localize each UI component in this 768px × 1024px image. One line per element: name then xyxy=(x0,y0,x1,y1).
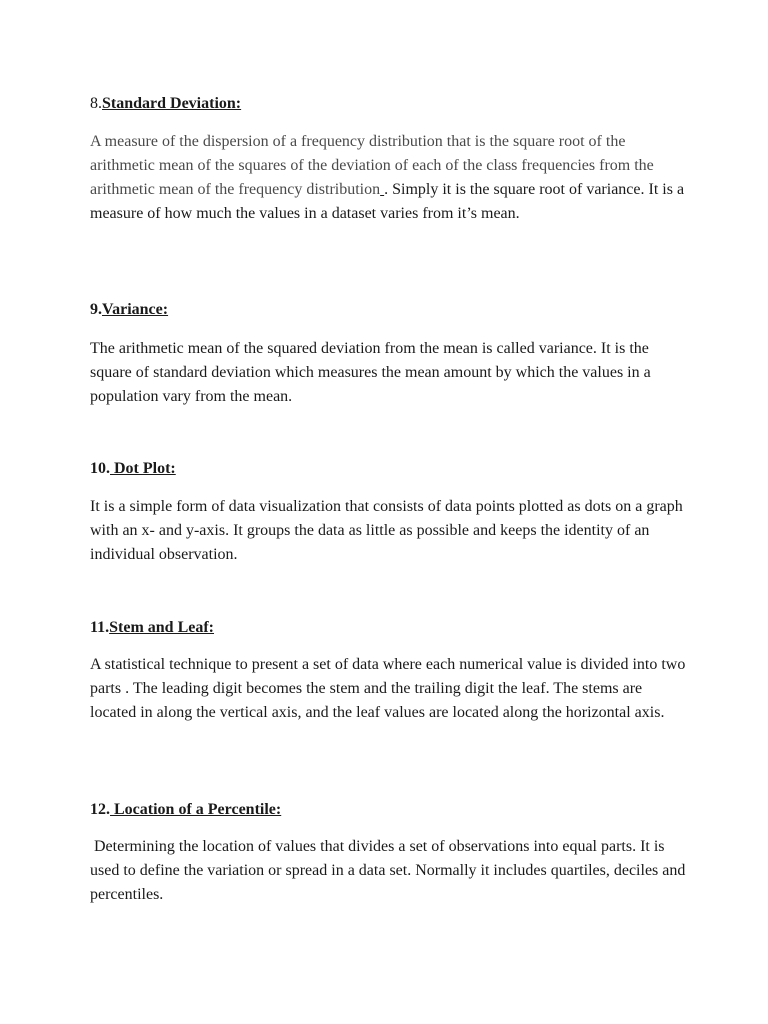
section-title: Variance: xyxy=(102,301,169,318)
section-number: 12. xyxy=(90,801,110,818)
section-title: Location of a Percentile: xyxy=(110,801,282,818)
section-location-of-percentile xyxy=(90,800,690,907)
section-title: Standard Deviation: xyxy=(102,95,242,112)
section-number: 9. xyxy=(90,301,102,318)
section-paragraph: It is a simple form of data visualization that consists of data points plotted as dots on a graph with an x- and y-axis. It groups the data as little as possible and keeps the identity of an individual observation. xyxy=(90,498,683,563)
section-title: Dot Plot: xyxy=(110,460,176,477)
section-number: 8. xyxy=(90,95,102,112)
section-heading xyxy=(90,94,690,114)
section-stem-and-leaf xyxy=(90,618,690,725)
paragraph-rest: . Simply it is the square root of variance. It is a measure of how much the values in a dataset varies from it’s mean. xyxy=(90,181,685,222)
section-heading xyxy=(90,618,690,638)
paragraph-definition: A measure of the dispersion of a frequency distribution that is the square root of the arithmetic mean of the squares of the deviation of each of the class frequencies from the arithmetic mean of the frequency distribution xyxy=(90,133,654,198)
section-heading xyxy=(90,459,690,479)
section-heading xyxy=(90,300,690,320)
section-variance xyxy=(90,300,690,409)
section-paragraph xyxy=(90,130,690,226)
section-dot-plot xyxy=(90,459,690,567)
section-paragraph: Determining the location of values that divides a set of observations into equal parts. It is used to define the variation or spread in a data set. Normally it includes quartiles, deciles and percentiles. xyxy=(90,838,690,903)
section-number: 10. xyxy=(90,460,110,477)
section-title: Stem and Leaf: xyxy=(109,619,215,636)
section-number: 11. xyxy=(90,619,110,636)
section-heading xyxy=(90,800,690,820)
section-standard-deviation xyxy=(90,94,690,226)
section-paragraph: A statistical technique to present a set of data where each numerical value is divided into two parts . The leading digit becomes the stem and the trailing digit the leaf. The stems are located in along the vertical axis, and the leaf values are located along the horizontal axis. xyxy=(90,656,686,721)
section-paragraph: The arithmetic mean of the squared deviation from the mean is called variance. It is the square of standard deviation which measures the mean amount by which the values in a population vary from the mean. xyxy=(90,340,651,405)
